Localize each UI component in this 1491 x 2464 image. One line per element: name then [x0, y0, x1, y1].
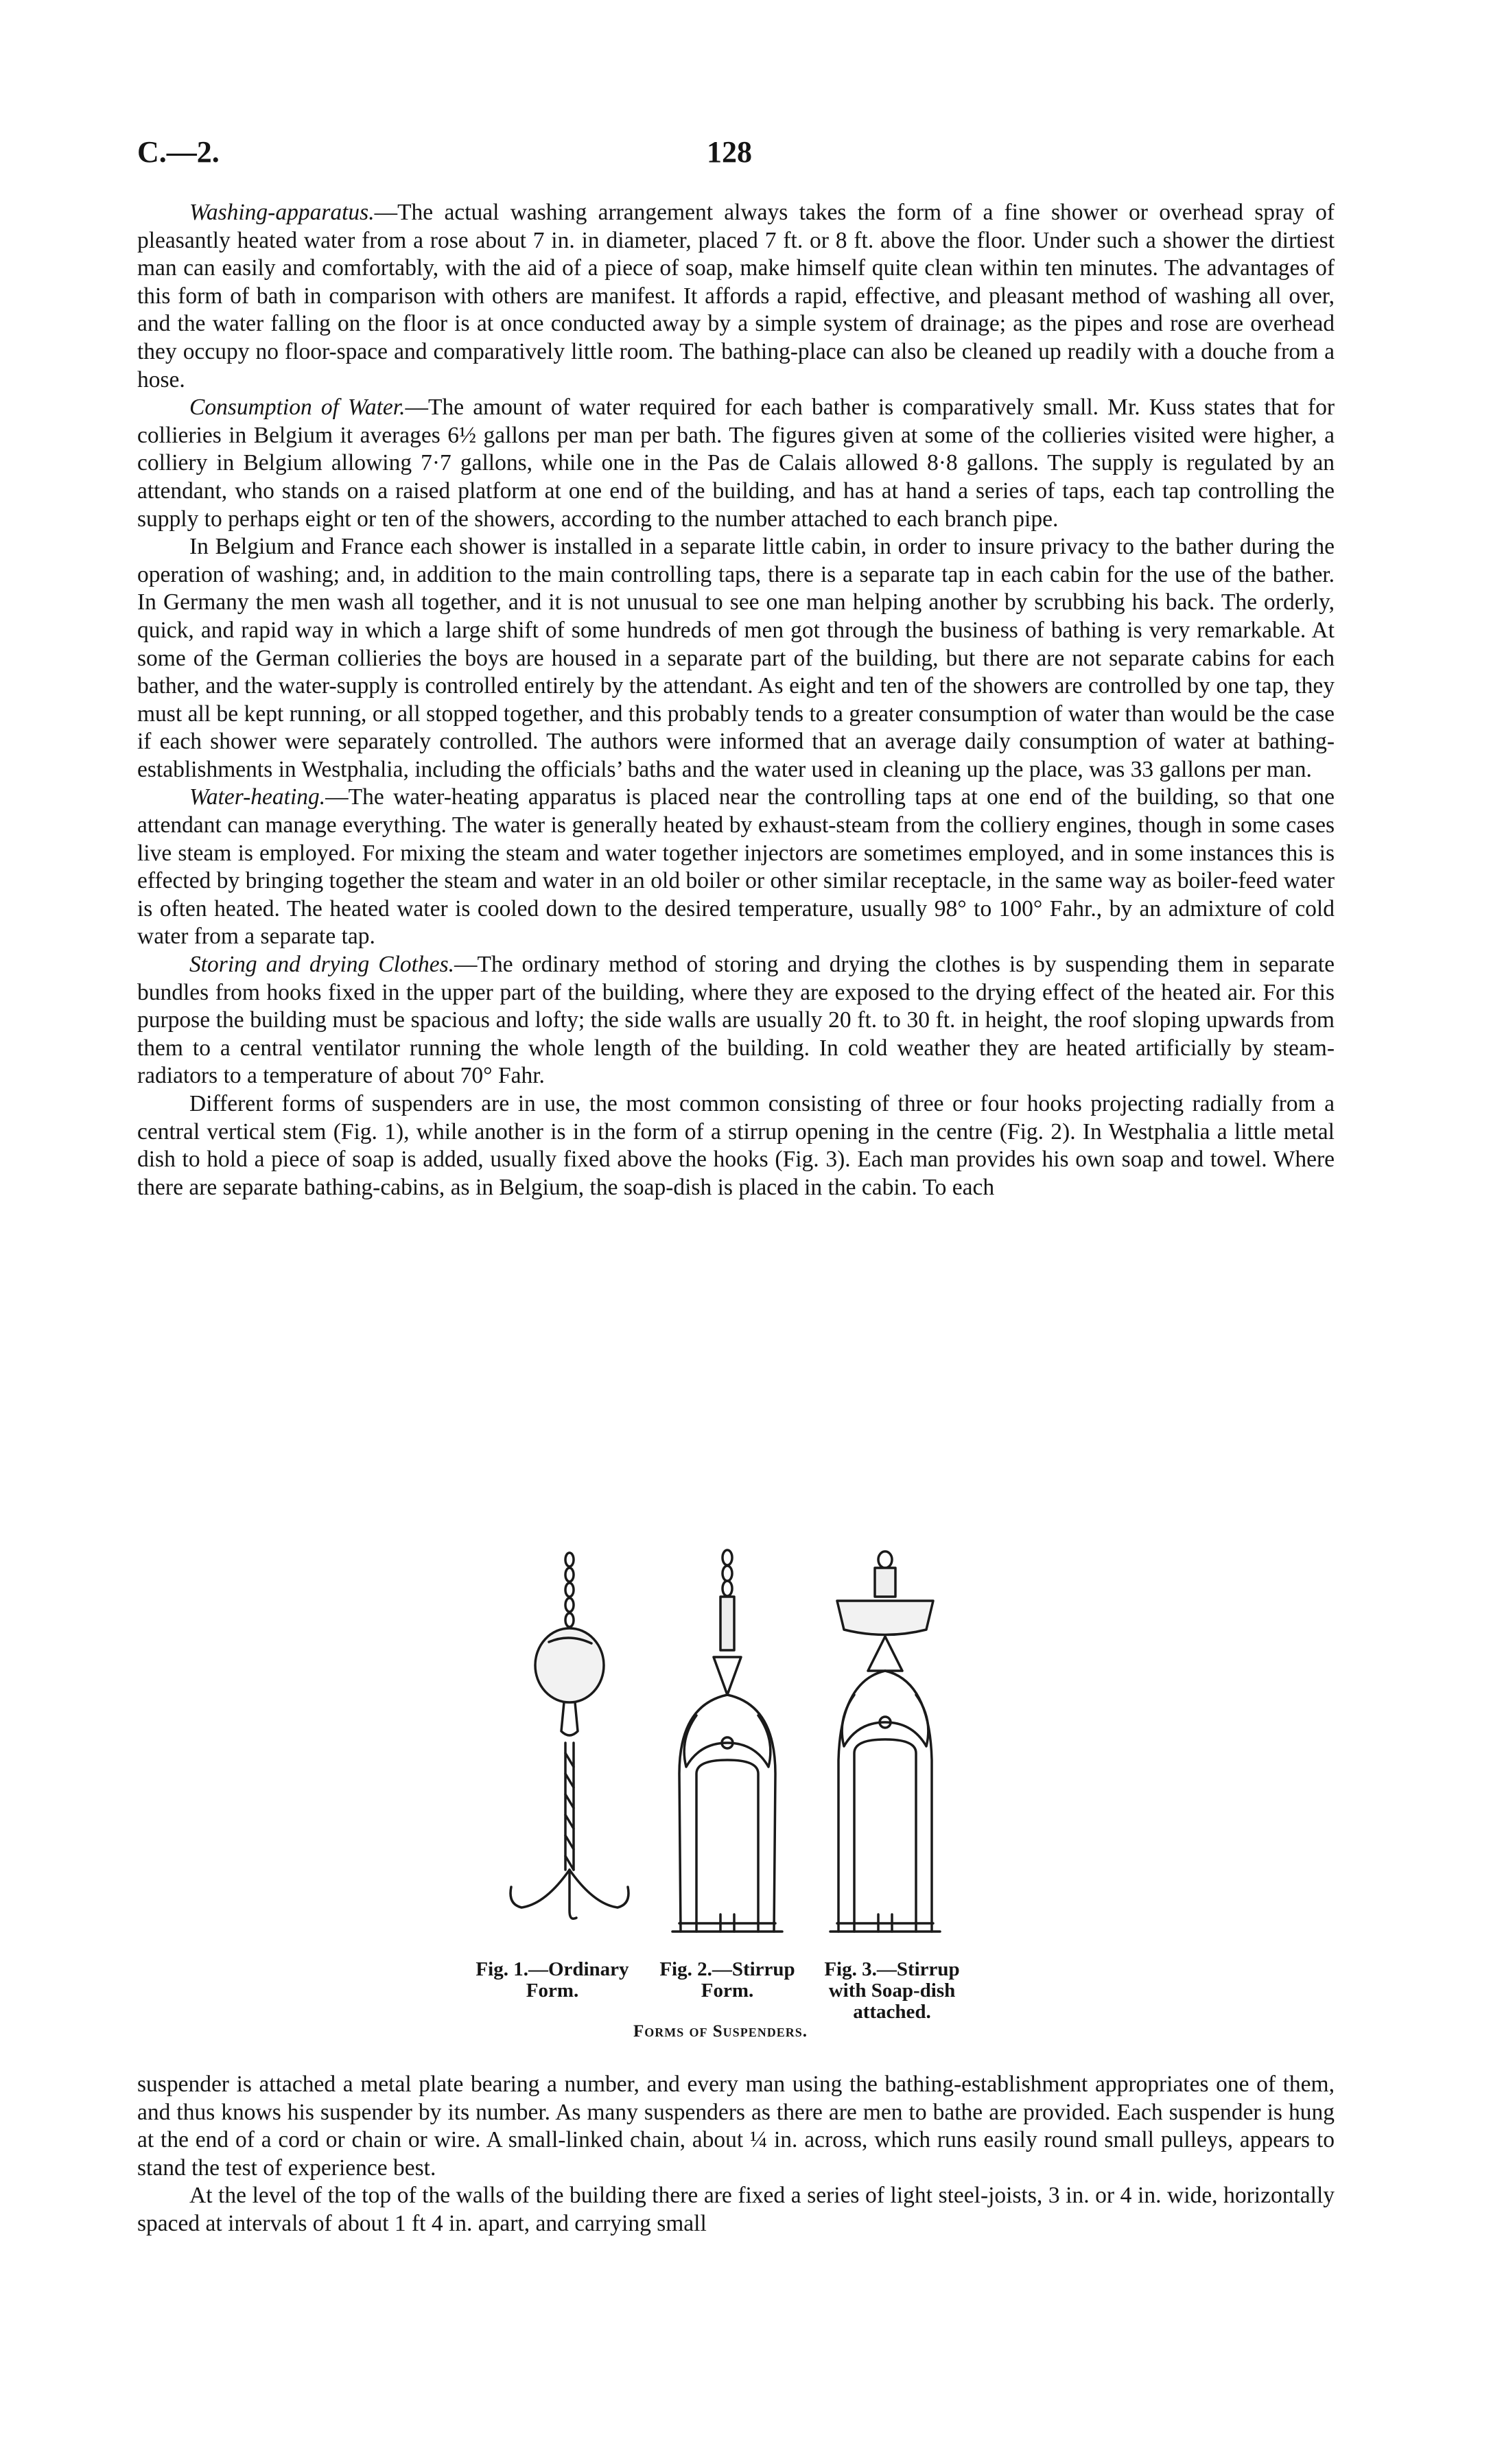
fig2-caption-line2: Form.: [701, 1980, 754, 2002]
fig3-caption-line1: Fig. 3.—Stirrup: [824, 1958, 960, 1980]
fig2-caption: [645, 1959, 810, 2002]
paragraph-water-heating: [137, 784, 1335, 951]
paragraph-text: —The ordinary method of storing and drying the clothes is by suspending them in separate bundles from hooks fixed in the upper part of the building, where they are exposed to the drying effect of the heated air. For this purpose the building must be spacious and lofty; the side walls are usually 20 ft. to 30 ft. in height, the roof sloping upwards from them to a central ventilator running the whole length of the building. In cold weather they are heated artificially by steam-radiators to a temperature of about 70° Fahr.: [137, 952, 1335, 1089]
document-reference: C.—2.: [137, 135, 220, 169]
body-text-bottom: [137, 2071, 1335, 2238]
paragraph-suspender-numbering: [137, 2071, 1335, 2182]
fig3-caption: [810, 1959, 974, 2023]
page-header: [137, 134, 1331, 176]
paragraph-belgium-france: [137, 533, 1335, 784]
fig1-ordinary-suspender: [510, 1553, 629, 1919]
paragraph-text: At the level of the top of the walls of the building there are fixed a series of light steel-joists, 3 in. or 4 in. wide, horizontally spaced at intervals of about 1 ft 4 in. apart, and carrying small: [137, 2183, 1335, 2236]
figure-title: Forms of Suspenders.: [633, 2022, 808, 2041]
paragraph-heading: Storing and drying Clothes.: [189, 952, 454, 978]
fig2-caption-line1: Fig. 2.—Stirrup: [659, 1958, 795, 1980]
page-number: 128: [707, 135, 752, 169]
paragraph-text: Different forms of suspenders are in use, the most common consisting of three or four hooks projecting radially from a central vertical stem (Fig. 1), while another is in the form of a stirrup opening in the centre (Fig. 2). In Westphalia a little metal dish to hold a piece of soap is added, usually fixed above the hooks (Fig. 3). Each man provides his own soap and towel. Where there are separate bathing-cabins, as in Belgium, the soap-dish is placed in the cabin. To each: [137, 1091, 1335, 1200]
fig1-caption-line1: Fig. 1.—Ordinary: [476, 1958, 629, 1980]
fig3-caption-line2: with Soap-dish: [828, 1980, 956, 2002]
suspenders-illustration: [473, 1547, 981, 1952]
paragraph-text: suspender is attached a metal plate bearing a number, and every man using the bathing-establishment appropriates one of them, and thus knows his suspender by its number. As many suspenders as there are men to bathe are provided. Each suspender is hung at the end of a cord or chain or wire. A small-linked chain, about ¼ in. across, which runs easily round small pulleys, appears to stand the test of experience best.: [137, 2072, 1335, 2181]
fig3-caption-line3: attached.: [853, 2001, 931, 2023]
paragraph-storing-drying: [137, 951, 1335, 1090]
fig2-stirrup-suspender: [672, 1550, 782, 1932]
fig1-caption: [467, 1959, 638, 2002]
paragraph-text: —The amount of water required for each bather is comparatively small. Mr. Kuss states that for collieries in Belgium it averages 6½ gallons per man per bath. The figures given at some of the collieries visited were higher, a colliery in Belgium allowing 7·7 gallons, while one in the Pas de Calais allowed 8·8 gallons. The supply is regulated by an attendant, who stands on a raised platform at one end of the building, and has at hand a series of taps, each tap controlling the supply to perhaps eight or ten of the showers, according to the number attached to each branch pipe.: [137, 395, 1335, 532]
paragraph-text: In Belgium and France each shower is installed in a separate little cabin, in order to insure privacy to the bather during the operation of washing; and, in addition to the main controlling taps, there is a separate tap in each cabin for the use of the bather. In Germany the men wash all together, and it is not unusual to see one man helping another by scrubbing his back. The orderly, quick, and rapid way in which a large shift of some hundreds of men got through the business of bathing is very remarkable. At some of the German collieries the boys are housed in a separate part of the building, but there are not separate cabins for each bather, and the water-supply is controlled entirely by the attendant. As eight and ten of the showers are controlled by one tap, they must all be kept running, or all stopped together, and this probably tends to a greater consumption of water than would be the case if each shower were separately controlled. The authors were informed that an average daily consumption of water at bathing-establishments in Westphalia, including the officials’ baths and the water used in cleaning up the place, was 33 gallons per man.: [137, 534, 1335, 782]
paragraph-consumption-of-water: [137, 394, 1335, 533]
paragraph-text: —The actual washing arrangement always takes the form of a fine shower or overhead spray of pleasantly heated water from a rose about 7 in. in diameter, placed 7 ft. or 8 ft. above the floor. Under such a shower the dirtiest man can easily and comfortably, with the aid of a piece of soap, make himself quite clean within ten minutes. The advantages of this form of bath in comparison with others are manifest. It affords a rapid, effective, and pleasant method of washing all over, and the water falling on the floor is at once conducted away by a simple system of drainage; as the pipes and rose are overhead they occupy no floor-space and comparatively little room. The bathing-place can also be cleaned up readily with a douche from a hose.: [137, 200, 1335, 392]
suspenders-figure: [439, 1547, 1002, 2055]
body-text-top: [137, 199, 1335, 1201]
fig3-soap-dish-suspender: [830, 1551, 940, 1932]
paragraph-steel-joists: [137, 2182, 1335, 2238]
paragraph-text: —The water-heating apparatus is placed near the controlling taps at one end of the building, so that one attendant can manage everything. The water is generally heated by exhaust-steam from the colliery engines, though in some cases live steam is employed. For mixing the steam and water together injectors are sometimes employed, and in some instances this is effected by bringing together the steam and water in an old boiler or other similar receptacle, in the same way as boiler-feed water is often heated. The heated water is cooled down to the desired temperature, usually 98° to 100° Fahr., by an admixture of cold water from a separate tap.: [137, 784, 1335, 950]
paragraph-heading: Consumption of Water.: [189, 395, 406, 421]
fig1-caption-line2: Form.: [526, 1980, 579, 2002]
paragraph-suspenders: [137, 1090, 1335, 1201]
paragraph-heading: Washing-apparatus.: [189, 200, 375, 225]
paragraph-washing-apparatus: [137, 199, 1335, 394]
paragraph-heading: Water-heating.: [189, 784, 326, 810]
